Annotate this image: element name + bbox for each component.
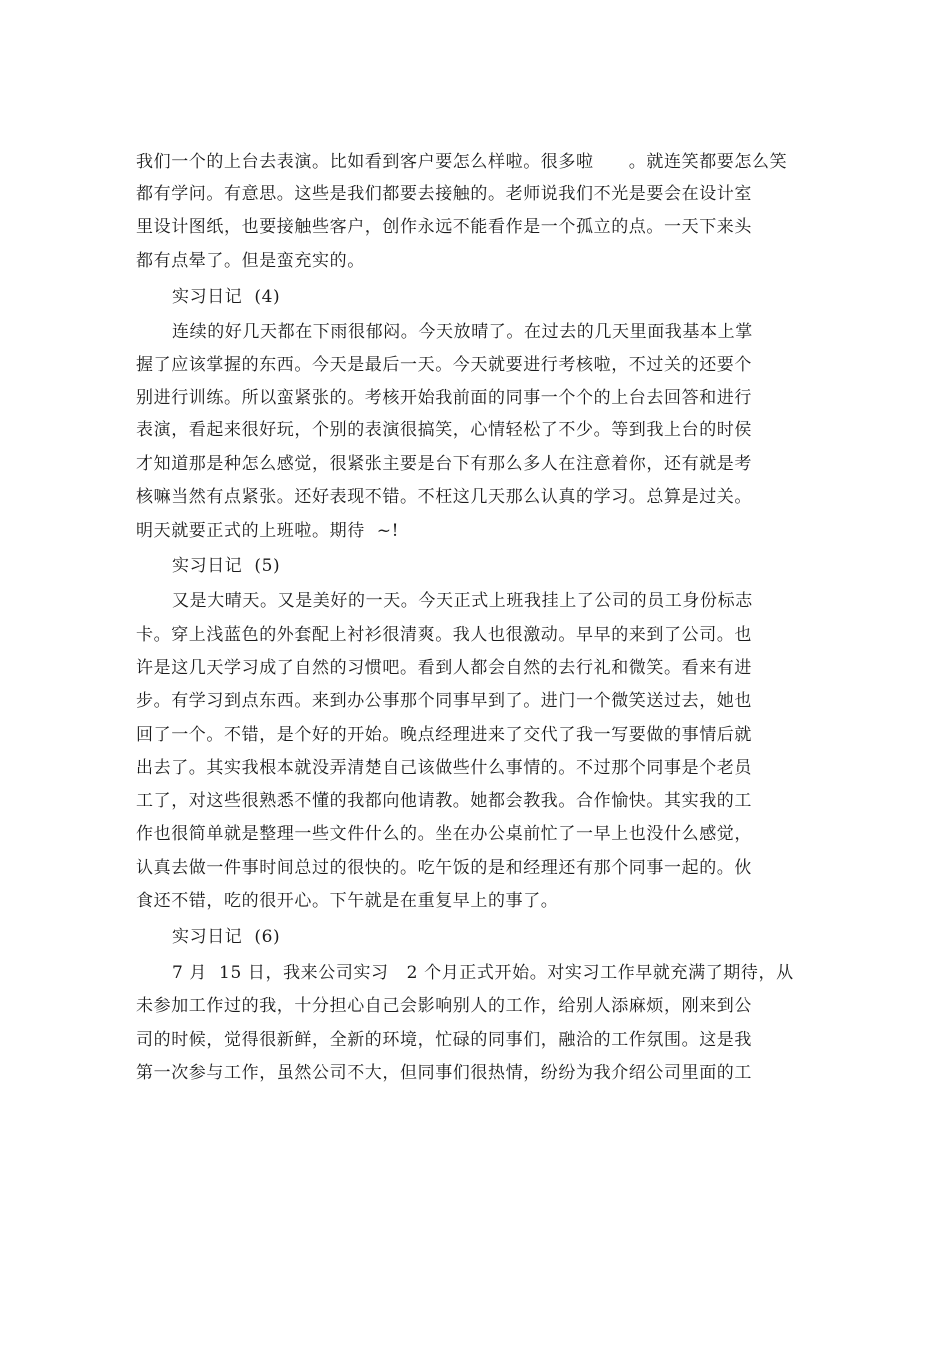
- text-line: 核嘛当然有点紧张。还好表现不错。不枉这几天那么认真的学习。总算是过关。: [136, 487, 752, 507]
- text-line: 食还不错，吃的很开心。下午就是在重复早上的事了。: [136, 891, 559, 911]
- text-line: 步。有学习到点东西。来到办公事那个同事早到了。进门一个微笑送过去，她也: [136, 691, 752, 711]
- text-line: 工了，对这些很熟悉不懂的我都向他请教。她都会教我。合作愉快。其实我的工: [136, 791, 752, 811]
- text-line: 未参加工作过的我，十分担心自己会影响别人的工作，给别人添麻烦，刚来到公: [136, 996, 752, 1016]
- text-line: 连续的好几天都在下雨很郁闷。今天放晴了。在过去的几天里面我基本上掌: [172, 322, 753, 342]
- section-heading: 实习日记 (6): [172, 927, 281, 947]
- text-line: 许是这几天学习成了自然的习惯吧。看到人都会自然的去行礼和微笑。看来有进: [136, 658, 752, 678]
- text-line: 7 月 15 日，我来公司实习 2 个月正式开始。对实习工作早就充满了期待，从: [172, 963, 794, 983]
- text-line: 回了一个。不错，是个好的开始。晚点经理进来了交代了我一写要做的事情后就: [136, 725, 752, 745]
- text-line: 又是大晴天。又是美好的一天。今天正式上班我挂上了公司的员工身份标志: [172, 591, 753, 611]
- text-line: 里设计图纸，也要接触些客户，创作永远不能看作是一个孤立的点。一天下来头: [136, 217, 752, 237]
- text-line: 卡。穿上浅蓝色的外套配上衬衫很清爽。我人也很激动。早早的来到了公司。也: [136, 625, 752, 645]
- text-line: 握了应该掌握的东西。今天是最后一天。今天就要进行考核啦，不过关的还要个: [136, 355, 752, 375]
- text-line: 明天就要正式的上班啦。期待 ~!: [136, 521, 400, 541]
- text-line: 别进行训练。所以蛮紧张的。考核开始我前面的同事一个个的上台去回答和进行: [136, 388, 752, 408]
- text-line: 都有学问。有意思。这些是我们都要去接触的。老师说我们不光是要会在设计室: [136, 184, 752, 204]
- text-line: 认真去做一件事时间总过的很快的。吃午饭的是和经理还有那个同事一起的。伙: [136, 858, 752, 878]
- text-line: 都有点晕了。但是蛮充实的。: [136, 251, 365, 271]
- text-line: 才知道那是种怎么感觉，很紧张主要是台下有那么多人在注意着你，还有就是考: [136, 454, 752, 474]
- text-line: 我们一个的上台去表演。比如看到客户要怎么样啦。很多啦 。就连笑都要怎么笑: [136, 152, 788, 172]
- text-line: 作也很简单就是整理一些文件什么的。坐在办公桌前忙了一早上也没什么感觉，: [136, 824, 752, 844]
- section-heading: 实习日记 (4): [172, 287, 281, 307]
- text-line: 司的时候，觉得很新鲜，全新的环境，忙碌的同事们，融洽的工作氛围。这是我: [136, 1030, 752, 1050]
- text-line: 出去了。其实我根本就没弄清楚自己该做些什么事情的。不过那个同事是个老员: [136, 758, 752, 778]
- text-line: 第一次参与工作，虽然公司不大，但同事们很热情，纷纷为我介绍公司里面的工: [136, 1063, 752, 1083]
- section-heading: 实习日记 (5): [172, 556, 281, 576]
- text-line: 表演，看起来很好玩，个别的表演很搞笑，心情轻松了不少。等到我上台的时侯: [136, 420, 752, 440]
